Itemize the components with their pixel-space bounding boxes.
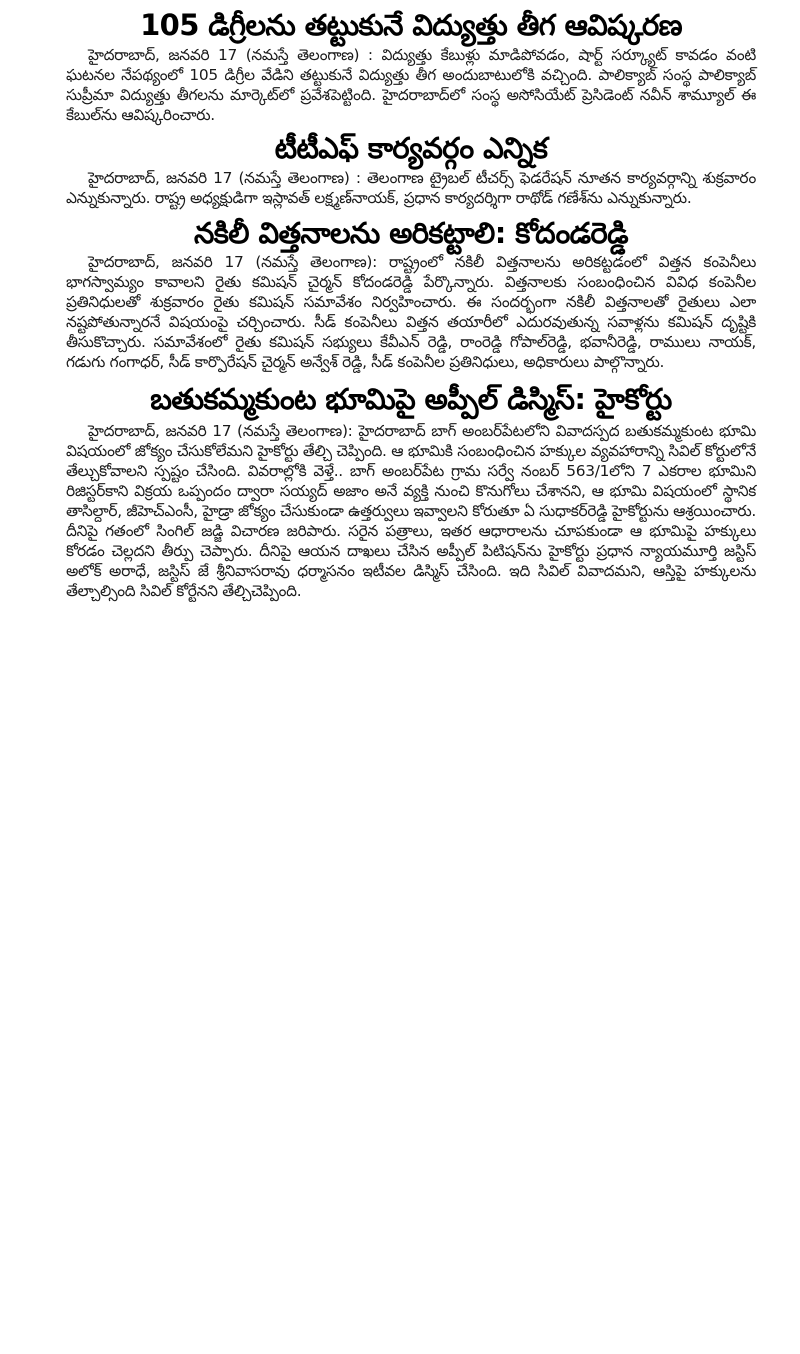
article-headline: నకిలీ విత్తనాలను అరికట్టాలి: కోదండరెడ్డి [194,215,628,250]
article-polycab-cable [66,8,756,125]
article-body: హైదరాబాద్, జనవరి 17 (నమస్తే తెలంగాణ): హైదరాబాద్ బాగ్ అంబర్‌పేటలోని వివాదస్పద బతుకమ్మకుంట భూమి విషయంలో జోక్యం చేసుకోలేమని హైకోర్టు తేల్చి చెప్పింది. ఆ భూమికి సంబంధించిన హక్కుల వ్యవహారాన్ని సివిల్ కోర్టులోనే తేల్చుకోవాలని స్పష్టం చేసింది. వివరాల్లోకి వెళ్తే.. బాగ్ అంబర్‌పేట గ్రామ సర్వే నంబర్ 563/1లోని 7 ఎకరాల భూమిని రిజిస్టర్‌కాని విక్రయ ఒప్పందం ద్వారా సయ్యద్ అజాం అనే వ్యక్తి నుంచి కొనుగోలు చేశానని, ఆ భూమి విషయంలో స్థానిక తాసిల్దార్, జీహెచ్‌ఎంసీ, హైడ్రా జోక్యం చేసుకుండా ఉత్తర్వులు ఇవ్వాలని కోరుతూ ఏ సుధాకర్‌రెడ్డి హైకోర్టును ఆశ్రయించారు. దీనిపై గతంలో సింగిల్ జడ్జి విచారణ జరిపారు. సరైన పత్రాలు, ఇతర ఆధారాలను చూపకుండా ఆ భూమిపై హక్కులు కోరడం చెల్లదని తీర్పు చెప్పారు. దీనిపై ఆయన దాఖలు చేసిన అప్పీల్ పిటిషన్‌ను హైకోర్టు ప్రధాన న్యాయమూర్తి జస్టిస్ అలోక్ అరాధే, జస్టిస్ జే శ్రీనివాసరావు ధర్మాసనం ఇటీవల డిస్మిస్ చేసింది. ఇది సివిల్ వివాదమని, ఆస్తిపై హక్కులను తేల్చాల్సింది సివిల్ కోర్టేనని తేల్చిచెప్పింది. [66,422,756,601]
article-ttf-election [66,131,756,208]
article-body: హైదరాబాద్, జనవరి 17 (నమస్తే తెలంగాణ) : విద్యుత్తు కేబుళ్లు మాడిపోవడం, షార్ట్ సర్క్యూట్ కావడం వంటి ఘటనల నేపథ్యంలో 105 డిగ్రీల వేడిని తట్టుకునే విద్యుత్తు తీగ అందుబాటులోకి వచ్చింది. పాలిక్యాబ్ సంస్థ పాలిక్యాబ్ సుప్రీమా విద్యుత్తు తీగలను మార్కెట్‌లో ప్రవేశపెట్టింది. హైదరాబాద్‌లో సంస్థ అసోసియేట్ ప్రెసిడెంట్ నవీన్ శామ్యూల్ ఈ కేబుల్‌ను ఆవిష్కరించారు. [66,45,756,124]
article-headline: టీటీఎఫ్ కార్యవర్గం ఎన్నిక [274,130,548,165]
article-headline: బతుకమ్మకుంట భూమిపై అప్పీల్ డిస్మిస్: హైకోర్టు [150,382,672,417]
article-body: హైదరాబాద్, జనవరి 17 (నమస్తే తెలంగాణ): రాష్ట్రంలో నకిలీ విత్తనాలను అరికట్టడంలో విత్తన కంపెనీలు భాగస్వామ్యం కావాలని రైతు కమిషన్ చైర్మన్ కోదండరెడ్డి పేర్కొన్నారు. విత్తనాలకు సంబంధించిన వివిధ కంపెనీల ప్రతినిధులతో శుక్రవారం రైతు కమిషన్ సమావేశం నిర్వహించారు. ఈ సందర్భంగా నకిలీ విత్తనాలతో రైతులు ఎలా నష్టపోతున్నారనే విషయంపై చర్చించారు. సీడ్ కంపెనీలు విత్తన తయారీలో ఎదురవుతున్న సవాళ్లను కమిషన్ దృష్టికి తీసుకొచ్చారు. సమావేశంలో రైతు కమిషన్ సభ్యులు కేవీఎన్ రెడ్డి, రాంరెడ్డి గోపాల్‌రెడ్డి, భవానీరెడ్డి, రాములు నాయక్, గడుగు గంగాధర్, సీడ్ కార్పొరేషన్ చైర్మన్ అన్వేశ్ రెడ్డి, సీడ్ కంపెనీల ప్రతినిధులు, అధికారులు పాల్గొన్నారు. [66,253,756,372]
article-headline: 105 డిగ్రీలను తట్టుకునే విద్యుత్తు తీగ ఆవిష్కరణ [140,8,682,42]
article-fake-seeds [66,216,756,373]
article-body: హైదరాబాద్, జనవరి 17 (నమస్తే తెలంగాణ) : తెలంగాణ ట్రైబల్ టీచర్స్ ఫెడరేషన్ నూతన కార్యవర్గాన్ని శుక్రవారం ఎన్నుకున్నారు. రాష్ట్ర అధ్యక్షుడిగా ఇస్లావత్ లక్ష్మణ్‌నాయక్, ప్రధాన కార్యదర్శిగా రాథోడ్ గణేశ్‌ను ఎన్నుకున్నారు. [66,168,756,207]
article-bathukammakunta-appeal [66,382,756,601]
